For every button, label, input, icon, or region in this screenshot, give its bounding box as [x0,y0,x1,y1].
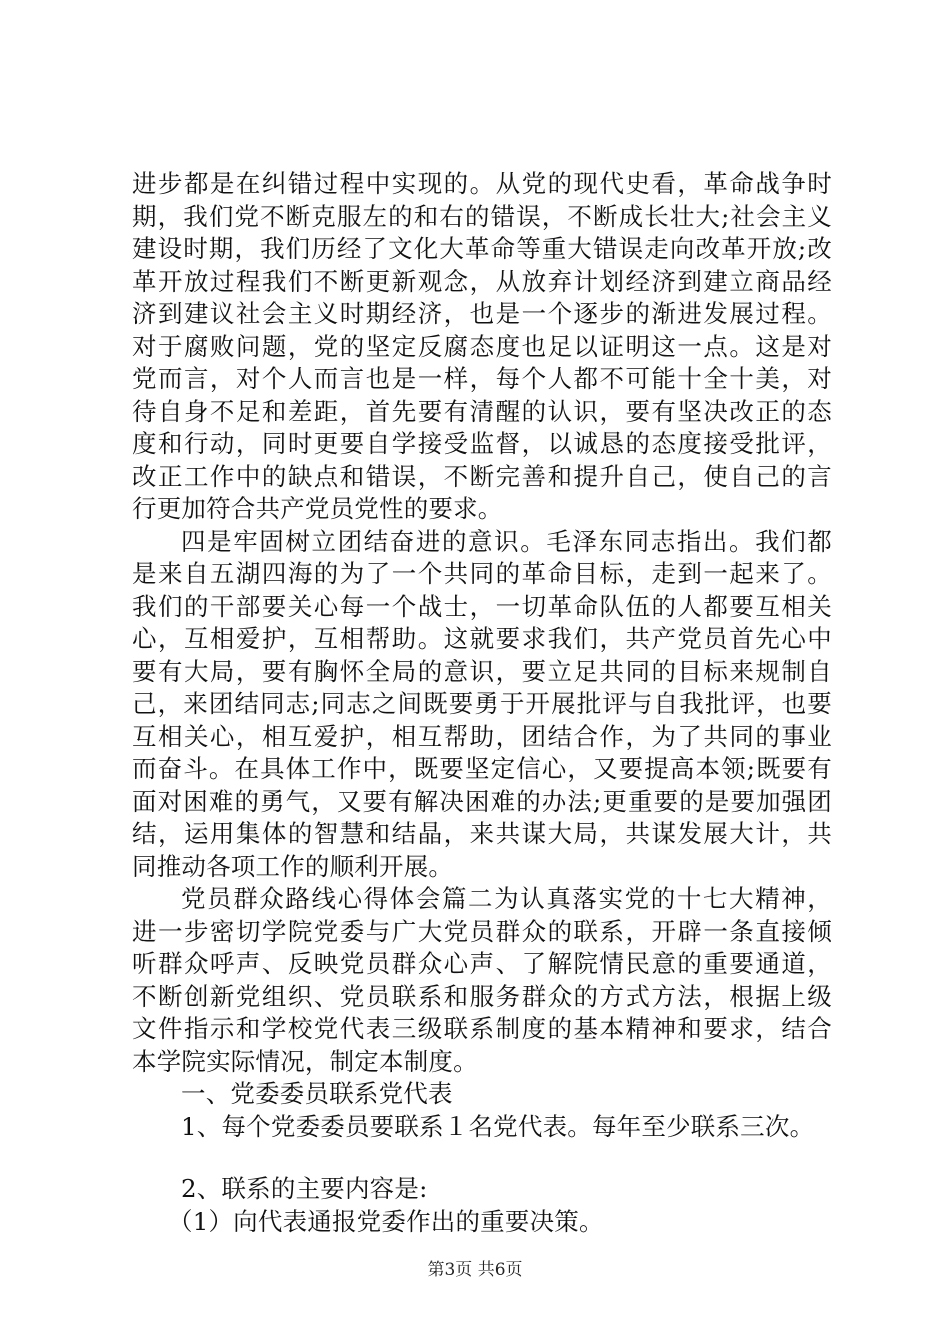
text-line: 互相关心，相互爱护，相互帮助，团结合作，为了共同的事业 [132,721,832,751]
list-item: 1、每个党委委员要联系１名党代表。每年至少联系三次。 [181,1111,815,1141]
text-line: 建设时期，我们历经了文化大革命等重大错误走向改革开放;改 [132,234,832,263]
text-line: 对于腐败问题，党的坚定反腐态度也足以证明这一点。这是对 [132,331,832,361]
list-item: 2、联系的主要内容是: [181,1174,428,1203]
text-line: 我们的干部要关心每一个战士，一切革命队伍的人都要互相关 [132,591,832,621]
text-line: 进步都是在纠错过程中实现的。从党的现代史看，革命战争时 [132,169,832,198]
text-line: 期，我们党不断克服左的和右的错误，不断成长壮大;社会主义 [132,201,832,231]
document-body [132,168,832,1238]
text-line: 进一步密切学院党委与广大党员群众的联系，开辟一条直接倾 [132,916,832,946]
blank-space [132,1143,832,1173]
text-line: 同推动各项工作的顺利开展。 [132,851,454,881]
paragraph-start-line: 四是牢固树立团结奋进的意识。毛泽东同志指出。我们都 [181,526,832,556]
text-line: 改正工作中的缺点和错误，不断完善和提升自己，使自己的言 [132,461,832,491]
text-line: 结，运用集体的智慧和结晶，来共谋大局，共谋发展大计，共 [132,819,832,848]
text-line: 待自身不足和差距，首先要有清醒的认识，要有坚决改正的态 [132,396,832,426]
text-line: 济到建议社会主义时期经济，也是一个逐步的渐进发展过程。 [132,299,832,328]
text-line: 革开放过程我们不断更新观念，从放弃计划经济到建立商品经 [132,266,832,296]
text-line: 党而言，对个人而言也是一样，每个人都不可能十全十美，对 [132,364,832,393]
page-number-footer: 第3页 共6页 [427,1260,523,1280]
text-line: 不断创新党组织、党员联系和服务群众的方式方法，根据上级 [132,981,832,1011]
text-line: 文件指示和学校党代表三级联系制度的基本精神和要求，结合 [132,1014,832,1043]
list-item: （1）向代表通报党委作出的重要决策。 [168,1206,604,1236]
text-line: 听群众呼声、反映党员群众心声、了解院情民意的重要通道， [132,949,832,978]
text-line: 度和行动，同时更要自学接受监督，以诚恳的态度接受批评， [132,429,832,458]
text-line: 面对困难的勇气，又要有解决困难的办法;更重要的是要加强团 [132,786,832,816]
text-line: 己，来团结同志;同志之间既要勇于开展批评与自我批评，也要 [132,689,832,718]
section-heading: 一、党委委员联系党代表 [181,1079,453,1108]
text-line: 心，互相爱护，互相帮助。这就要求我们，共产党员首先心中 [132,624,832,653]
paragraph-start-line: 党员群众路线心得体会篇二为认真落实党的十七大精神， [181,884,832,913]
text-line: 本学院实际情况，制定本制度。 [132,1046,478,1076]
text-line: 是来自五湖四海的为了一个共同的革命目标，走到一起来了。 [132,559,832,588]
text-line: 而奋斗。在具体工作中，既要坚定信心，又要提高本领;既要有 [132,754,832,783]
text-line: 要有大局，要有胸怀全局的意识，要立足共同的目标来规制自 [132,656,832,686]
text-line: 行更加符合共产党员党性的要求。 [132,494,503,523]
